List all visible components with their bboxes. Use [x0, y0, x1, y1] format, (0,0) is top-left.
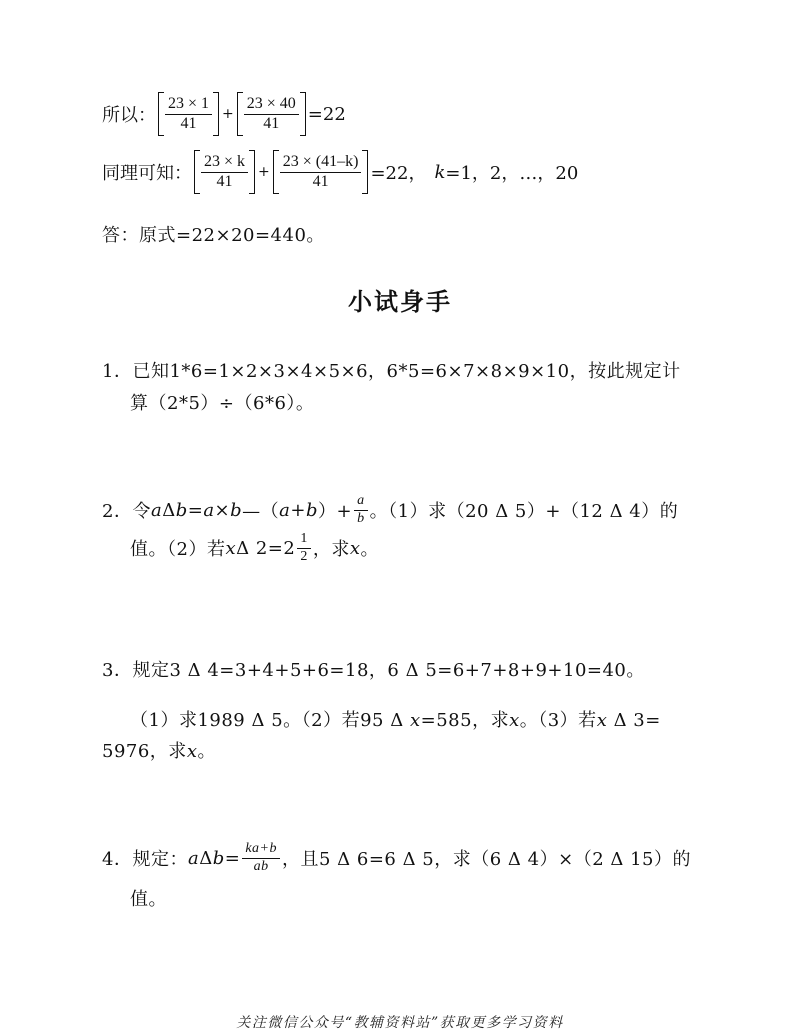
fraction-numerator: ka+b	[242, 842, 280, 859]
variable-b: b	[230, 499, 243, 521]
problem-2-rest: 。（1）求（20 Δ 5）+（12 Δ 4）的	[369, 501, 679, 523]
fraction-denominator: 41	[312, 172, 329, 190]
variable-a: a	[150, 499, 163, 521]
times-sign: ×	[214, 499, 231, 521]
variable-x: x	[596, 710, 608, 731]
fraction	[165, 96, 212, 133]
variable-x: x	[225, 537, 237, 559]
solution-result: =22	[307, 103, 346, 125]
equals-sign: =	[224, 847, 241, 869]
problem-4-line-1	[102, 842, 691, 874]
floor-bracket	[194, 150, 255, 194]
solution-prefix: 同理可知：	[102, 163, 192, 184]
floor-bracket	[273, 150, 369, 194]
footer-watermark-text: 关注微信公众号“教辅资料站”获取更多学习资料	[236, 1015, 564, 1031]
fraction	[201, 154, 248, 191]
variable-b: b	[175, 499, 188, 521]
line-end: 。	[360, 539, 379, 561]
floor-bracket	[237, 92, 306, 136]
line-part: Δ 3=	[607, 710, 661, 731]
plus-sign: +	[290, 499, 306, 521]
problem-3-line-2	[130, 706, 661, 732]
problem-3-line-3	[102, 737, 216, 763]
solution-line-1	[102, 92, 346, 136]
solution-answer: 答：原式=22×20=440。	[102, 225, 325, 246]
mixed-fraction	[297, 532, 311, 564]
section-title: 小试身手	[348, 288, 452, 316]
variable-a: a	[187, 847, 200, 869]
fraction-numerator: 1	[297, 532, 311, 549]
minus-paren: —（	[242, 501, 280, 523]
delta-operator: Δ	[162, 499, 176, 521]
fraction	[280, 154, 362, 191]
variable-b: b	[306, 499, 319, 521]
line-part: =585，求	[420, 710, 510, 731]
fraction-numerator: a	[354, 494, 368, 511]
fraction-denominator: 41	[216, 172, 233, 190]
line-mid: Δ 2=2	[236, 537, 296, 559]
problem-4-line-2: 值。	[130, 889, 167, 910]
line-part: 。（3）若	[519, 710, 597, 731]
variable-x: x	[409, 710, 421, 731]
plus-sign: +	[222, 106, 234, 122]
solution-result: =22，	[370, 163, 427, 184]
fraction-numerator: 23 × k	[201, 154, 248, 173]
fraction-a-over-b	[354, 494, 368, 526]
line-part: （1）求1989 Δ 5。（2）若95 Δ	[130, 710, 410, 731]
problem-3-line-1: 3．规定3 Δ 4=3+4+5+6=18，6 Δ 5=6+7+8+9+10=40。	[102, 660, 645, 681]
variable-a: a	[279, 499, 291, 521]
problem-number: 4．规定：	[102, 849, 188, 871]
equals-sign: =	[187, 499, 204, 521]
fraction-denominator: ab	[253, 858, 269, 874]
line-suffix: ，求	[312, 539, 350, 561]
variable-x: x	[509, 710, 520, 731]
problem-2-line-2	[130, 532, 379, 564]
plus-sign: +	[258, 164, 270, 180]
variable-b: b	[212, 847, 225, 869]
line-prefix: 值。（2）若	[130, 539, 226, 561]
fraction-denominator: 2	[300, 548, 308, 564]
fraction-denominator: 41	[180, 114, 197, 132]
k-values: =1，2，…，20	[445, 163, 579, 184]
line-part: 5976，求	[102, 741, 187, 762]
variable-k: k	[434, 161, 446, 183]
line-part: 。	[197, 741, 216, 762]
problem-number: 2．令	[102, 501, 151, 523]
problem-4-rest: ，且5 Δ 6=6 Δ 5，求（6 Δ 4）×（2 Δ 15）的	[281, 849, 691, 871]
problem-1-line-2: 算（2*5）÷（6*6）。	[130, 393, 315, 414]
fraction-numerator: 23 × (41–k)	[280, 154, 362, 173]
fraction-numerator: 23 × 40	[244, 96, 299, 115]
fraction-ka-plus-b-over-ab	[242, 842, 280, 874]
close-paren-plus: ）+	[318, 501, 353, 523]
variable-a: a	[203, 499, 215, 521]
variable-x: x	[186, 741, 198, 762]
floor-bracket	[158, 92, 219, 136]
fraction-denominator: 41	[263, 114, 280, 132]
fraction	[244, 96, 299, 133]
delta-operator: Δ	[199, 847, 213, 869]
problem-2-line-1	[102, 494, 678, 526]
solution-prefix: 所以：	[102, 105, 156, 126]
fraction-numerator: 23 × 1	[165, 96, 212, 115]
solution-line-2	[102, 150, 578, 194]
variable-x: x	[349, 537, 361, 559]
problem-1-line-1: 1．已知1*6=1×2×3×4×5×6，6*5=6×7×8×9×10，按此规定计	[102, 361, 681, 382]
fraction-denominator: b	[357, 510, 365, 526]
